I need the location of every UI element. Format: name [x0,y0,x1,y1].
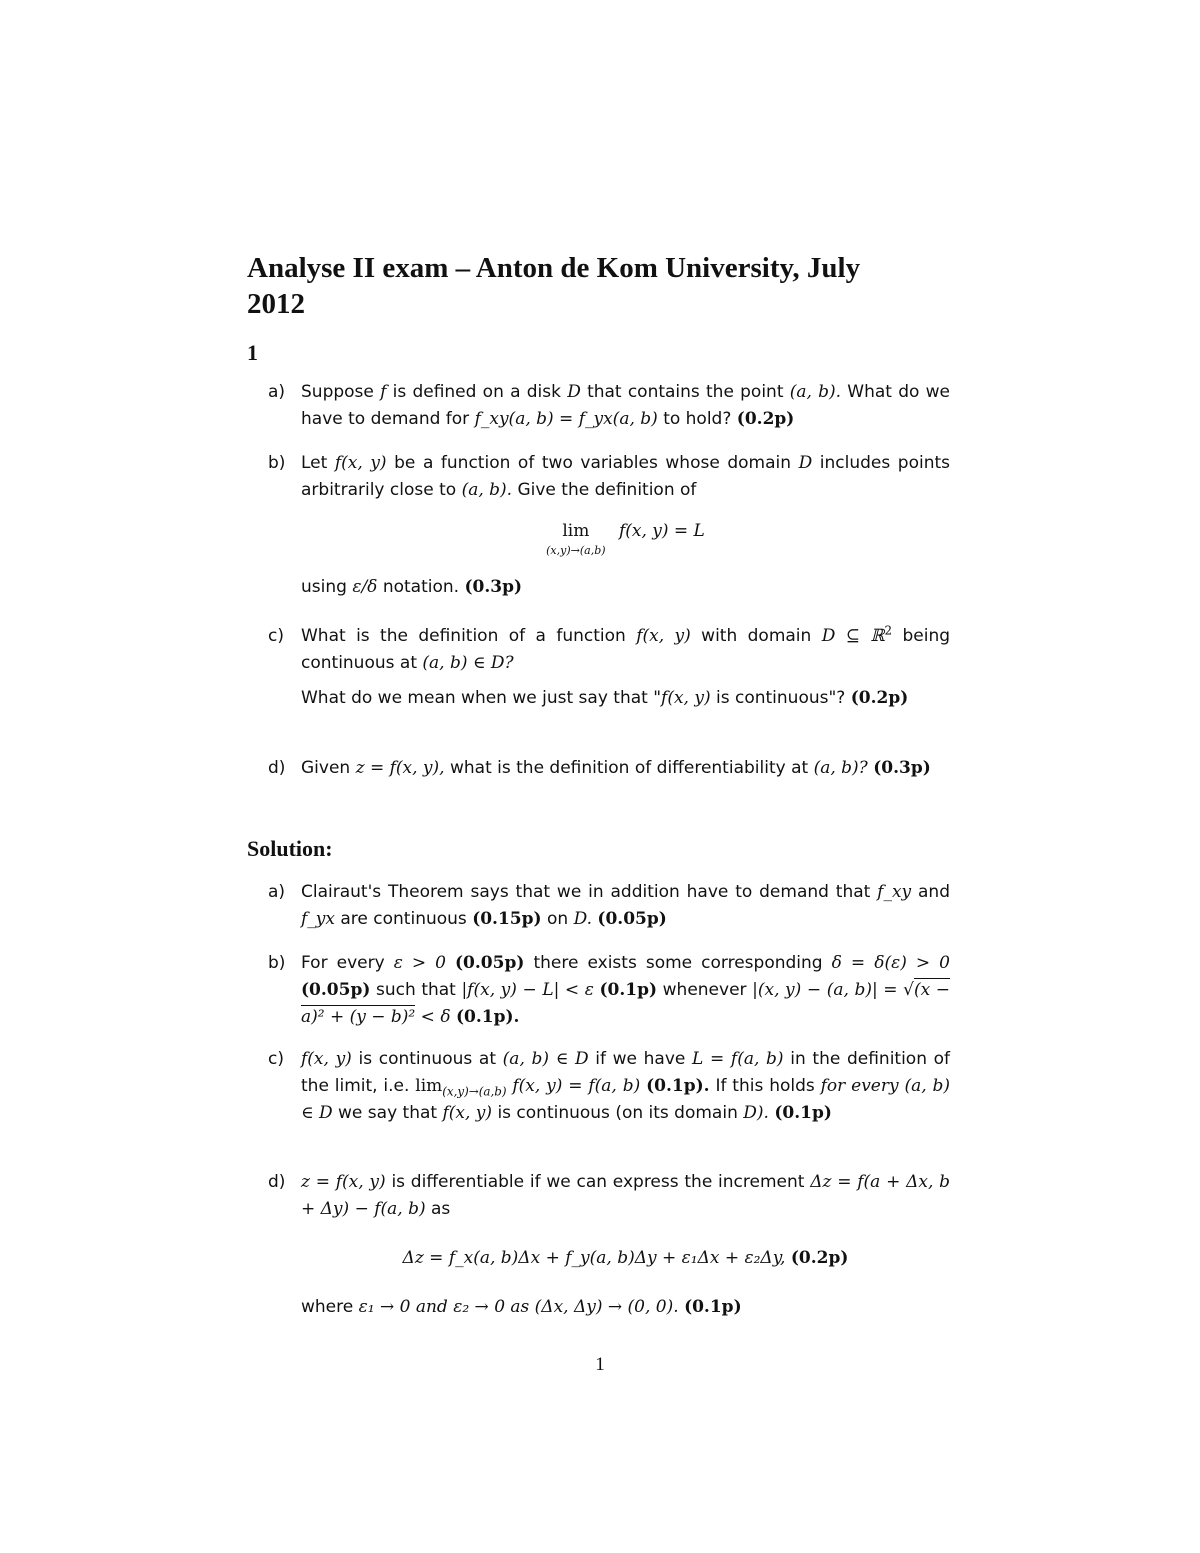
title-line-2: 2012 [247,288,305,320]
points-label: (0.05p) [455,953,525,973]
item-label: d) [268,758,286,778]
question-b-body: Let f(x, y) be a function of two variables whose domain D includes points arbitrarily close to (a, b). Give the definition of lim (x,y)→(a,b) f(x, y) = L using ε/δ notation. (0.3p) [301,453,950,597]
question-d [268,755,950,782]
solution-d [268,1169,950,1321]
solution-b [268,950,950,1031]
question-a-body: Suppose f is defined on a disk D that contains the point (a, b). What do we have to demand for f_xy(a, b) = f_yx(a, b) to hold? (0.2p) [301,382,950,429]
points-label: (0.15p) [472,909,542,929]
points-label: (0.1p). [455,1007,520,1027]
points-label: (0.05p) [301,980,371,1000]
solution-c-body: f(x, y) is continuous at (a, b) ∈ D if we have L = f(a, b) in the definition of the limit, i.e. $\lim_{(x,y)\to(a,b)} f(x$, y) = f(a, b) (0.1p). If this holds for every (a, b) ∈ D we say that f(x, y) is continuous (on its domain D). (0.1p) [301,1049,951,1123]
points-label: (0.3p) [873,758,931,778]
question-b [268,450,950,601]
points-label: (0.1p) [684,1297,742,1317]
points-label: (0.1p) [774,1103,832,1123]
item-label: a) [268,382,286,402]
section-number: 1 [247,340,258,365]
square-root-expression: (x − a)² + (y − b)² [301,980,951,1027]
equation-mixed-partials: f_xy(a, b) = f_yx(a, b) [474,409,658,429]
points-label: (0.3p) [464,577,523,597]
solution-d-body: z = f(x, y) is differentiable if we can express the increment Δz = f(a + Δx, b + Δy) − f(a, b) as Δz = f_x(a, b)Δx + f_y(a, b)Δy + ε₁Δx + ε₂Δy, (0.2p) where ε₁ → 0 and ε₂ → 0 as (Δx, Δy) → (0, 0). (0.1p) [301,1172,951,1317]
title-line-1: Analyse II exam – Anton de Kom University, July [247,252,861,284]
item-label: a) [268,882,286,902]
points-label: (0.2p) [850,688,909,708]
page-number: 1 [595,1354,605,1375]
item-label: b) [268,453,286,473]
item-label: d) [268,1172,286,1192]
page-title [247,250,953,322]
points-label: (0.2p) [790,1248,849,1268]
item-label: b) [268,953,286,973]
question-c-body: What is the definition of a function f(x, y) with domain D ⊆ ℝ$^2$ being continuous at (a, b) ∈ D? What do we mean when we just say that "f(x, y) is continuous"? (0.2p) [301,623,951,708]
solution-heading: Solution: [247,836,333,861]
question-c [268,623,950,712]
solution-b-body: For every ε > 0 (0.05p) there exists some corresponding δ = δ(ε) > 0 (0.05p) such that |f(x, y) − L| < ε (0.1p) whenever |(x, y) − (a, b)| = √(x − a)² + (y − b)² < δ (0.1p). [301,953,951,1027]
item-label: c) [268,626,284,646]
item-label: c) [268,1049,284,1069]
question-a [268,379,950,433]
increment-display-equation: Δz = f_x(a, b)Δx + f_y(a, b)Δy + ε₁Δx + ε₂Δy, (0.2p) [402,1248,849,1268]
points-label: (0.05p) [597,909,667,929]
limit-display-equation: lim (x,y)→(a,b) f(x, y) = L [546,521,705,557]
question-d-body: Given z = f(x, y), what is the definition of differentiability at (a, b)? (0.3p) [301,758,931,778]
solution-a-body: Clairaut's Theorem says that we in addition have to demand that f_xy and f_yx are continuous (0.15p) on D. (0.05p) [301,882,950,929]
points-label: (0.1p). [646,1076,710,1096]
points-label: (0.1p) [599,980,658,1000]
solution-a [268,879,950,933]
solution-c [268,1046,950,1127]
points-label: (0.2p) [736,409,795,429]
